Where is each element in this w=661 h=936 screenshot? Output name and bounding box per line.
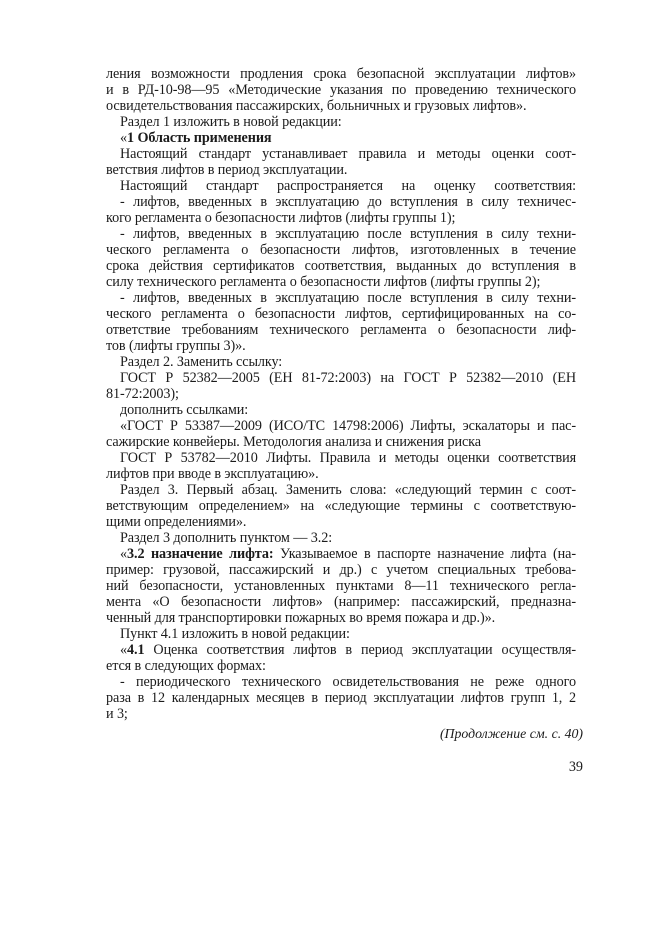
text-line: ченный для транспортировки пожарных во время пожара и др.)». bbox=[106, 610, 496, 626]
text-line: ветствия лифтов в период эксплуатации. bbox=[106, 162, 348, 178]
text-line: Пункт 4.1 изложить в новой редакции: bbox=[120, 626, 350, 642]
text-line: ГОСТ Р 52382—2005 (ЕН 81-72:2003) на ГОСТ Р 52382—2010 (ЕН bbox=[120, 370, 576, 386]
continuation-note: (Продолжение см. с. 40) bbox=[439, 726, 583, 741]
text-line: Настоящий стандарт устанавливает правила и методы оценки соот- bbox=[120, 146, 576, 162]
text-line: сажирские конвейеры. Методология анализа и снижения риска bbox=[106, 434, 481, 450]
page-number: 39 bbox=[568, 759, 583, 775]
text-line: и в РД-10-98—95 «Методические указания по проведению технического bbox=[106, 82, 576, 98]
text-line: Раздел 1 изложить в новой редакции: bbox=[120, 114, 342, 130]
text-line: Раздел 3 дополнить пунктом — 3.2: bbox=[120, 530, 333, 546]
text-line: ления возможности продления срока безопасной эксплуатации лифтов» bbox=[106, 66, 576, 82]
text-line: ветствующим определением» на «следующие термины с соответствую- bbox=[106, 498, 576, 514]
text-line: «3.2 назначение лифта: Указываемое в паспорте назначение лифта (на- bbox=[120, 546, 576, 562]
text-line: ний безопасности, установленных пунктами 8—11 технического регла- bbox=[106, 578, 576, 594]
text-line: и 3; bbox=[106, 706, 128, 722]
text-line: ческого регламента о безопасности лифтов, сертифицированных на со- bbox=[106, 306, 576, 322]
text-line: освидетельствования пассажирских, больничных и грузовых лифтов». bbox=[106, 98, 527, 114]
text-line: дополнить ссылками: bbox=[120, 402, 249, 418]
text-line: «1 Область применения bbox=[120, 130, 272, 146]
text-line: ческого регламента о безопасности лифтов, изготовленных в течение bbox=[106, 242, 576, 258]
text-line: 81-72:2003); bbox=[106, 386, 179, 402]
text-line: «4.1 Оценка соответствия лифтов в период эксплуатации осуществля- bbox=[120, 642, 576, 658]
text-line: силу технического регламента о безопасности лифтов (лифты группы 2); bbox=[106, 274, 541, 290]
text-line: щими определениями». bbox=[106, 514, 247, 530]
text-line: Настоящий стандарт распространяется на оценку соответствия: bbox=[120, 178, 576, 194]
text-line: Раздел 2. Заменить ссылку: bbox=[120, 354, 283, 370]
text-line: - периодического технического освидетельствования не реже одного bbox=[120, 674, 576, 690]
text-line: - лифтов, введенных в эксплуатацию после вступления в силу техни- bbox=[120, 290, 576, 306]
text-line: кого регламента о безопасности лифтов (лифты группы 1); bbox=[106, 210, 456, 226]
text-line: тов (лифты группы 3)». bbox=[106, 338, 246, 354]
text-line: ется в следующих формах: bbox=[106, 658, 266, 674]
text-line: Раздел 3. Первый абзац. Заменить слова: «следующий термин с соот- bbox=[120, 482, 576, 498]
text-line: мента «О безопасности лифтов» (например: пассажирский, предназна- bbox=[106, 594, 576, 610]
text-line: ответствие требованиям технического регламента о безопасности лиф- bbox=[106, 322, 576, 338]
text-line: ГОСТ Р 53782—2010 Лифты. Правила и методы оценки соответствия bbox=[120, 450, 576, 466]
text-line: пример: грузовой, пассажирский и др.) с учетом специальных требова- bbox=[106, 562, 576, 578]
text-line: - лифтов, введенных в эксплуатацию до вступления в силу техничес- bbox=[120, 194, 576, 210]
text-line: срока действия сертификатов соответствия, выданных до вступления в bbox=[106, 258, 576, 274]
text-line: раза в 12 календарных месяцев в период эксплуатации лифтов групп 1, 2 bbox=[106, 690, 576, 706]
text-line: - лифтов, введенных в эксплуатацию после вступления в силу техни- bbox=[120, 226, 576, 242]
text-line: лифтов при вводе в эксплуатацию». bbox=[106, 466, 319, 482]
text-line: «ГОСТ Р 53387—2009 (ИСО/ТС 14798:2006) Лифты, эскалаторы и пас- bbox=[120, 418, 576, 434]
document-body bbox=[106, 66, 576, 722]
